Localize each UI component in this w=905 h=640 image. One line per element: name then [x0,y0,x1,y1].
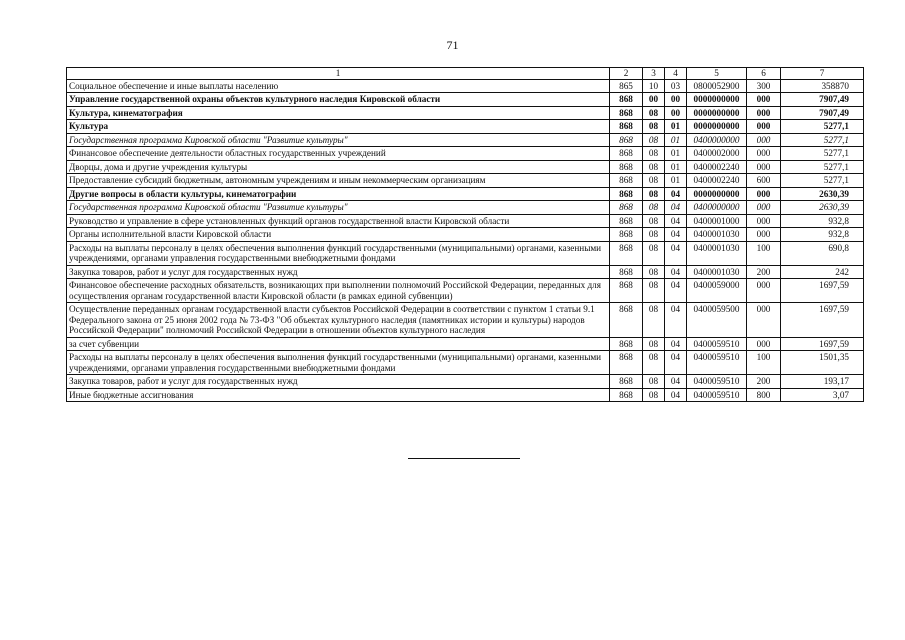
amount: 5277,1 [781,147,864,161]
subsection-code: 01 [665,160,687,174]
row-description: Иные бюджетные ассигнования [67,388,610,402]
amount: 1697,59 [781,279,864,303]
row-description: Осуществление переданных органам государственной власти субъектов Российской Федерации в соответствии с пунктом 1 статьи 9.1 Федерального закона от 25 июня 2002 года № 73-ФЗ "Об объектах культурного наследия (памятниках истории и культуры) народов Российской Федерации" полномочий Российской Федерации в отношении объектов культурного наследия [67,303,610,338]
section-code: 08 [643,265,665,279]
admin-code: 868 [610,147,643,161]
page-number: 71 [446,38,459,52]
amount: 193,17 [781,375,864,389]
subsection-code: 04 [665,241,687,265]
expense-type-code: 000 [747,120,781,134]
column-header: 3 [643,68,665,80]
table-row [67,120,864,134]
amount: 3,07 [781,388,864,402]
subsection-code: 04 [665,214,687,228]
row-description: за счет субвенции [67,337,610,351]
table-row [67,79,864,93]
table-row [67,214,864,228]
column-header: 7 [781,68,864,80]
amount: 932,8 [781,214,864,228]
expense-type-code: 300 [747,79,781,93]
column-header: 2 [610,68,643,80]
amount: 242 [781,265,864,279]
table-row [67,228,864,242]
section-code: 08 [643,133,665,147]
admin-code: 868 [610,120,643,134]
column-header: 6 [747,68,781,80]
target-article-code: 0400001030 [687,265,747,279]
amount: 2630,39 [781,201,864,215]
subsection-code: 04 [665,279,687,303]
table-row [67,279,864,303]
expense-type-code: 000 [747,228,781,242]
target-article-code: 0400002240 [687,174,747,188]
target-article-code: 0000000000 [687,120,747,134]
table-header-row [67,68,864,80]
table-row [67,241,864,265]
expense-type-code: 000 [747,133,781,147]
expense-type-code: 000 [747,201,781,215]
expense-type-code: 000 [747,147,781,161]
subsection-code: 04 [665,187,687,201]
row-description: Финансовое обеспечение расходных обязательств, возникающих при выполнении полномочий Российской Федерации, переданных для осуществления органам государственной власти Кировской области (в рамках единой субвенции) [67,279,610,303]
target-article-code: 0400001030 [687,241,747,265]
table-row [67,375,864,389]
table-row [67,187,864,201]
admin-code: 868 [610,303,643,338]
expense-type-code: 100 [747,241,781,265]
admin-code: 868 [610,388,643,402]
subsection-code: 04 [665,388,687,402]
row-description: Расходы на выплаты персоналу в целях обеспечения выполнения функций государственными (муниципальными) органами, казенными учреждениями, органами управления государственными внебюджетными фондами [67,351,610,375]
table-row [67,265,864,279]
amount: 5277,1 [781,133,864,147]
expense-type-code: 000 [747,303,781,338]
admin-code: 868 [610,228,643,242]
admin-code: 868 [610,265,643,279]
table-row [67,133,864,147]
row-description: Закупка товаров, работ и услуг для государственных нужд [67,375,610,389]
section-code: 08 [643,303,665,338]
section-code: 08 [643,174,665,188]
row-description: Предоставление субсидий бюджетным, автономным учреждениям и иным некоммерческим организациям [67,174,610,188]
amount: 690,8 [781,241,864,265]
expense-type-code: 000 [747,187,781,201]
table-row [67,160,864,174]
section-code: 08 [643,201,665,215]
target-article-code: 0400059000 [687,279,747,303]
amount: 5277,1 [781,160,864,174]
admin-code: 868 [610,160,643,174]
row-description: Культура [67,120,610,134]
section-code: 08 [643,214,665,228]
subsection-code: 04 [665,337,687,351]
target-article-code: 0800052900 [687,79,747,93]
admin-code: 868 [610,201,643,215]
target-article-code: 0000000000 [687,93,747,107]
row-description: Другие вопросы в области культуры, кинематографии [67,187,610,201]
target-article-code: 0400059510 [687,388,747,402]
section-code: 08 [643,279,665,303]
row-description: Государственная программа Кировской области "Развитие культуры" [67,201,610,215]
table-row [67,303,864,338]
amount: 1697,59 [781,303,864,338]
expense-type-code: 000 [747,106,781,120]
section-code: 00 [643,93,665,107]
expense-type-code: 000 [747,93,781,107]
section-code: 08 [643,388,665,402]
expense-type-code: 000 [747,214,781,228]
subsection-code: 01 [665,120,687,134]
budget-table [66,67,864,402]
table-row [67,106,864,120]
admin-code: 868 [610,337,643,351]
subsection-code: 04 [665,228,687,242]
target-article-code: 0400001000 [687,214,747,228]
subsection-code: 01 [665,174,687,188]
table-row [67,93,864,107]
table-row [67,337,864,351]
row-description: Государственная программа Кировской области "Развитие культуры" [67,133,610,147]
amount: 7907,49 [781,106,864,120]
admin-code: 868 [610,93,643,107]
amount: 5277,1 [781,174,864,188]
subsection-code: 01 [665,133,687,147]
target-article-code: 0000000000 [687,187,747,201]
section-code: 08 [643,120,665,134]
footer-rule [408,458,520,459]
target-article-code: 0400059510 [687,375,747,389]
subsection-code: 04 [665,375,687,389]
target-article-code: 0400000000 [687,201,747,215]
subsection-code: 00 [665,106,687,120]
table-row [67,174,864,188]
target-article-code: 0400059500 [687,303,747,338]
table-row [67,147,864,161]
amount: 1501,35 [781,351,864,375]
row-description: Дворцы, дома и другие учреждения культуры [67,160,610,174]
target-article-code: 0400000000 [687,133,747,147]
admin-code: 868 [610,214,643,228]
subsection-code: 04 [665,201,687,215]
admin-code: 868 [610,187,643,201]
target-article-code: 0400001030 [687,228,747,242]
admin-code: 868 [610,351,643,375]
subsection-code: 03 [665,79,687,93]
column-header: 1 [67,68,610,80]
table-row [67,351,864,375]
admin-code: 865 [610,79,643,93]
section-code: 08 [643,337,665,351]
section-code: 08 [643,375,665,389]
row-description: Закупка товаров, работ и услуг для государственных нужд [67,265,610,279]
subsection-code: 04 [665,303,687,338]
section-code: 08 [643,147,665,161]
column-header: 5 [687,68,747,80]
expense-type-code: 100 [747,351,781,375]
admin-code: 868 [610,133,643,147]
row-description: Культура, кинематография [67,106,610,120]
section-code: 08 [643,228,665,242]
amount: 1697,59 [781,337,864,351]
column-header: 4 [665,68,687,80]
amount: 7907,49 [781,93,864,107]
target-article-code: 0400059510 [687,351,747,375]
row-description: Органы исполнительной власти Кировской области [67,228,610,242]
section-code: 08 [643,160,665,174]
amount: 2630,39 [781,187,864,201]
admin-code: 868 [610,375,643,389]
section-code: 08 [643,106,665,120]
table-row [67,388,864,402]
target-article-code: 0400059510 [687,337,747,351]
target-article-code: 0000000000 [687,106,747,120]
table-row [67,201,864,215]
expense-type-code: 000 [747,279,781,303]
row-description: Социальное обеспечение и иные выплаты населению [67,79,610,93]
expense-type-code: 000 [747,160,781,174]
expense-type-code: 200 [747,375,781,389]
expense-type-code: 600 [747,174,781,188]
expense-type-code: 200 [747,265,781,279]
target-article-code: 0400002240 [687,160,747,174]
subsection-code: 01 [665,147,687,161]
admin-code: 868 [610,279,643,303]
admin-code: 868 [610,241,643,265]
amount: 5277,1 [781,120,864,134]
subsection-code: 04 [665,265,687,279]
section-code: 08 [643,241,665,265]
subsection-code: 04 [665,351,687,375]
expense-type-code: 800 [747,388,781,402]
section-code: 08 [643,187,665,201]
target-article-code: 0400002000 [687,147,747,161]
admin-code: 868 [610,106,643,120]
admin-code: 868 [610,174,643,188]
expense-type-code: 000 [747,337,781,351]
section-code: 10 [643,79,665,93]
subsection-code: 00 [665,93,687,107]
amount: 932,8 [781,228,864,242]
row-description: Управление государственной охраны объектов культурного наследия Кировской области [67,93,610,107]
row-description: Руководство и управление в сфере установленных функций органов государственной власти Кировской области [67,214,610,228]
row-description: Расходы на выплаты персоналу в целях обеспечения выполнения функций государственными (муниципальными) органами, казенными учреждениями, органами управления государственными внебюджетными фондами [67,241,610,265]
section-code: 08 [643,351,665,375]
amount: 358870 [781,79,864,93]
row-description: Финансовое обеспечение деятельности областных государственных учреждений [67,147,610,161]
